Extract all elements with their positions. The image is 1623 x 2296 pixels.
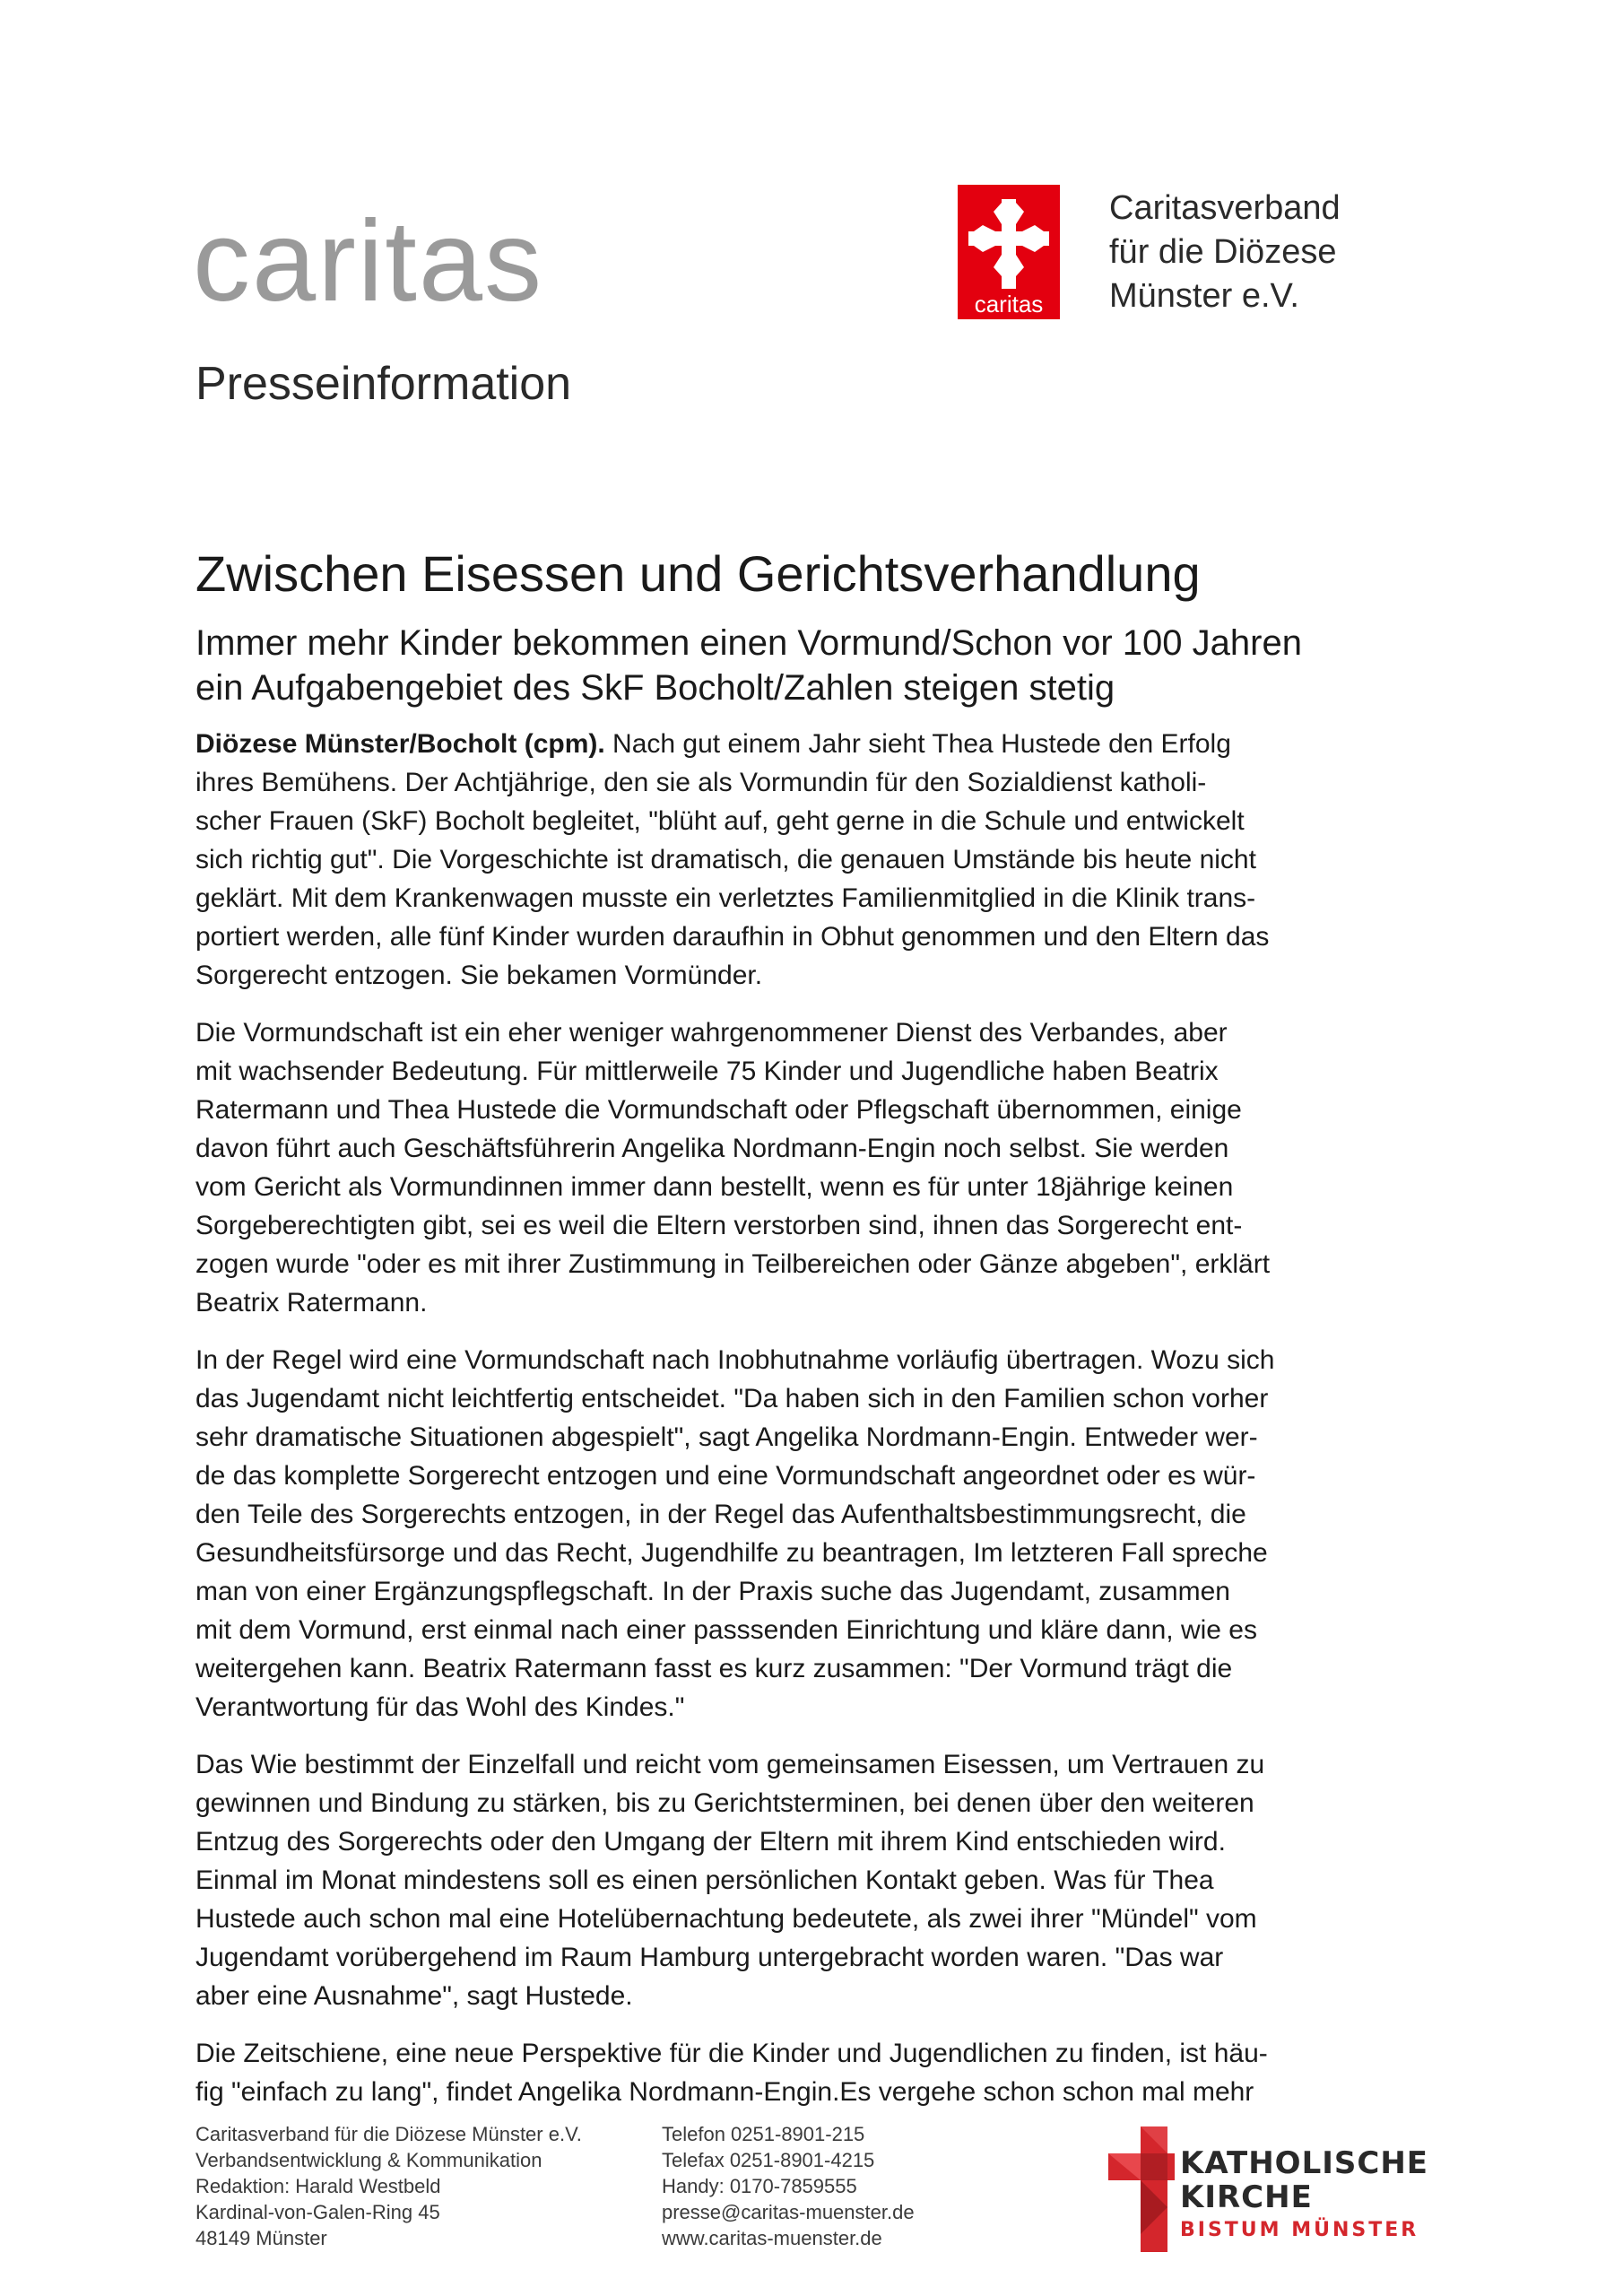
paragraph-line: scher Frauen (SkF) Bocholt begleitet, "blüht auf, geht gerne in die Schule und entwickelt [195, 806, 1245, 836]
paragraph-line: Entzug des Sorgerechts oder den Umgang der Eltern mit ihrem Kind entschieden wird. [195, 1827, 1226, 1857]
paragraph-line: In der Regel wird eine Vormundschaft nach Inobhutnahme vorläufig übertragen. Wozu sich [195, 1345, 1275, 1375]
paragraph-line [195, 725, 1451, 763]
fax-number: Telefax 0251-8901-4215 [662, 2149, 875, 2171]
paragraph-line: gewinnen und Bindung zu stärken, bis zu Gerichtsterminen, bei denen über den weiteren [195, 1788, 1254, 1818]
paragraph-line: davon führt auch Geschäftsführerin Angelika Nordmann-Engin noch selbst. Sie werden [195, 1134, 1229, 1163]
footer-line: 48149 Münster [195, 2227, 327, 2249]
paragraph-5 [195, 2034, 1451, 2111]
church-logo-line3: BISTUM MÜNSTER [1180, 2219, 1419, 2241]
paragraph-line: aber eine Ausnahme", sagt Hustede. [195, 1981, 633, 2011]
paragraph-3 [195, 1341, 1451, 1726]
church-logo-line1: KATHOLISCHE [1180, 2145, 1429, 2181]
paragraph-line: mit dem Vormund, erst einmal nach einer passsenden Einrichtung und kläre dann, wie es [195, 1615, 1257, 1645]
paragraph-line: mit wachsender Bedeutung. Für mittlerweile 75 Kinder und Jugendliche haben Beatrix [195, 1057, 1219, 1086]
subheadline-line: Immer mehr Kinder bekommen einen Vormund/Schon vor 100 Jahren [195, 623, 1302, 663]
paragraph-line: das Jugendamt nicht leichtfertig entscheidet. "Da haben sich in den Familien schon vorher [195, 1384, 1269, 1413]
paragraph-line: ihres Bemühens. Der Achtjährige, den sie als Vormundin für den Sozialdienst katholi- [195, 768, 1207, 797]
paragraph-line: Beatrix Ratermann. [195, 1288, 428, 1318]
paragraph-line: Die Vormundschaft ist ein eher weniger wahrgenommener Dienst des Verbandes, aber [195, 1018, 1228, 1048]
org-name-line: Caritasverband [1109, 189, 1341, 227]
paragraph-line: de das komplette Sorgerecht entzogen und eine Vormundschaft angeordnet oder es wür- [195, 1461, 1256, 1491]
footer-line: Redaktion: Harald Westbeld [195, 2175, 441, 2197]
footer-address [195, 2121, 582, 2251]
paragraph-line: Gesundheitsfürsorge und das Recht, Jugendhilfe zu beantragen, Im letzteren Fall spreche [195, 1538, 1268, 1568]
footer-line: Kardinal-von-Galen-Ring 45 [195, 2201, 440, 2223]
paragraph-line: man von einer Ergänzungspflegschaft. In der Praxis suche das Jugendamt, zusammen [195, 1577, 1230, 1606]
paragraph-line: Hustede auch schon mal eine Hotelübernachtung bedeutete, als zwei ihrer "Mündel" vom [195, 1904, 1257, 1934]
paragraph-line: sich richtig gut". Die Vorgeschichte ist dramatisch, die genauen Umstände bis heute nicht [195, 845, 1256, 874]
paragraph-line: den Teile des Sorgerechts entzogen, in der Regel das Aufenthaltsbestimmungsrecht, die [195, 1500, 1246, 1529]
paragraph-line: Einmal im Monat mindestens soll es einen persönlichen Kontakt geben. Was für Thea [195, 1866, 1214, 1895]
brand-wordmark: caritas [193, 197, 543, 326]
mobile-number: Handy: 0170-7859555 [662, 2175, 857, 2197]
paragraph-line: zogen wurde "oder es mit ihrer Zustimmung in Teilbereichen oder Gänze abgeben", erklärt [195, 1249, 1271, 1279]
paragraph-line: Die Zeitschiene, eine neue Perspektive für die Kinder und Jugendlichen zu finden, ist häu- [195, 2039, 1268, 2068]
email-link[interactable]: presse@caritas-muenster.de [662, 2201, 915, 2223]
paragraph-4 [195, 1745, 1451, 2015]
paragraph-line: Verantwortung für das Wohl des Kindes." [195, 1692, 685, 1722]
footer-contact [662, 2121, 915, 2251]
paragraph-line: portiert werden, alle fünf Kinder wurden daraufhin in Obhut genommen und den Eltern das [195, 922, 1270, 952]
phone-number: Telefon 0251-8901-215 [662, 2123, 865, 2145]
logo-wordmark: caritas [974, 291, 1044, 317]
church-logo-line2: KIRCHE [1180, 2179, 1313, 2215]
caritas-logo [958, 185, 1060, 319]
website-link[interactable]: www.caritas-muenster.de [662, 2227, 882, 2249]
paragraph-line: vom Gericht als Vormundinnen immer dann bestellt, wenn es für unter 18jährige keinen [195, 1172, 1234, 1202]
church-logo-text [1180, 2146, 1428, 2243]
dateline: Diözese Münster/Bocholt (cpm). [195, 729, 605, 759]
org-name-line: für die Diözese [1109, 233, 1337, 271]
footer-line: Caritasverband für die Diözese Münster e.V. [195, 2123, 582, 2145]
paragraph-line: weitergehen kann. Beatrix Ratermann fasst es kurz zusammen: "Der Vormund trägt die [195, 1654, 1233, 1683]
paragraph-line: Ratermann und Thea Hustede die Vormundschaft oder Pflegschaft übernommen, einige [195, 1095, 1242, 1125]
paragraph-line: Sorgeberechtigten gibt, sei es weil die Eltern verstorben sind, ihnen das Sorgerecht ent- [195, 1211, 1243, 1240]
article-headline: Zwischen Eisessen und Gerichtsverhandlung [195, 545, 1201, 602]
footer-line: Verbandsentwicklung & Kommunikation [195, 2149, 542, 2171]
article-subheadline [195, 621, 1451, 710]
paragraph-line: sehr dramatische Situationen abgespielt", sagt Angelika Nordmann-Engin. Entweder wer- [195, 1422, 1258, 1452]
paragraph-line: fig "einfach zu lang", findet Angelika Nordmann-Engin.Es vergehe schon schon mal mehr [195, 2077, 1254, 2107]
paragraph-2 [195, 1013, 1451, 1322]
paragraph-line: Sorgerecht entzogen. Sie bekamen Vormünder. [195, 961, 763, 990]
org-name-line: Münster e.V. [1109, 277, 1299, 315]
subheadline-line: ein Aufgabengebiet des SkF Bocholt/Zahlen steigen stetig [195, 668, 1115, 708]
paragraph-line: Das Wie bestimmt der Einzelfall und reicht vom gemeinsamen Eisessen, um Vertrauen zu [195, 1750, 1265, 1779]
paragraph-line: geklärt. Mit dem Krankenwagen musste ein verletztes Familienmitglied in die Klinik trans- [195, 883, 1256, 913]
organization-name [1109, 187, 1341, 318]
paragraph-line: Jugendamt vorübergehend im Raum Hamburg untergebracht worden waren. "Das war [195, 1943, 1224, 1972]
paragraph-1 [195, 725, 1451, 995]
article-body [195, 725, 1451, 2130]
document-type-label: Presseinformation [195, 358, 572, 410]
line-text: Nach gut einem Jahr sieht Thea Hustede den Erfolg [604, 729, 1231, 759]
